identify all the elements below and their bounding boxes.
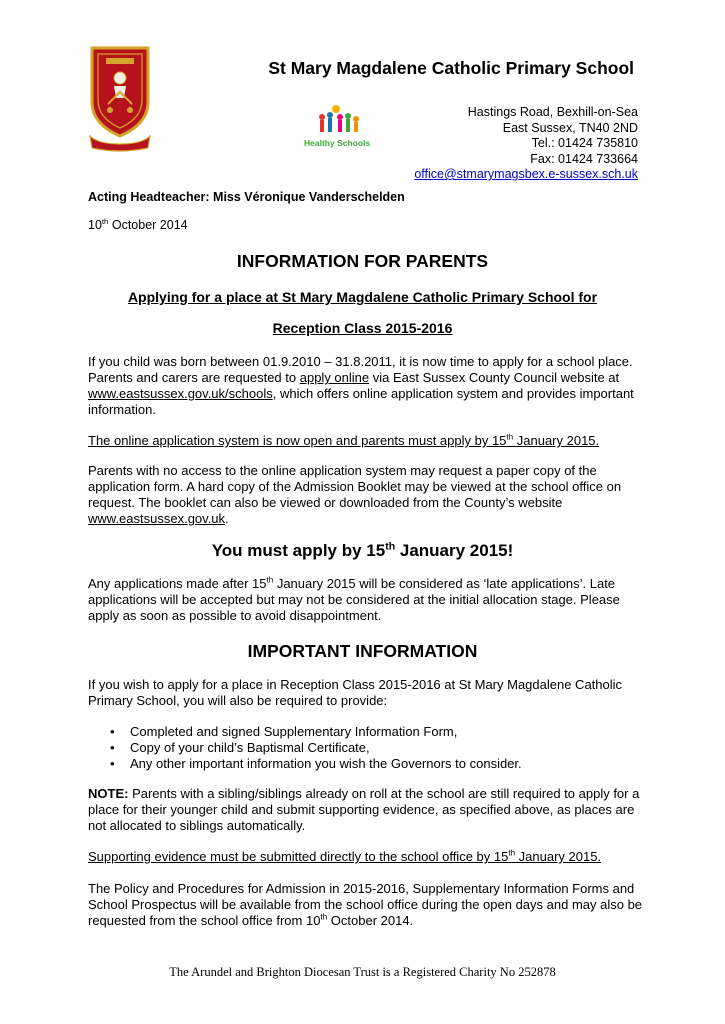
page-title: INFORMATION FOR PARENTS <box>236 251 489 271</box>
eastsussex-schools-link[interactable]: www.eastsussex.gov.uk/schools <box>88 386 273 401</box>
letter-date: 10th October 2014 <box>88 216 188 232</box>
important-heading: IMPORTANT INFORMATION <box>247 641 478 661</box>
online-open-paragraph: The online application system is now open and parents must apply by 15th January 2015. <box>88 432 600 448</box>
footer-charity-note: The Arundel and Brighton Diocesan Trust is a Registered Charity No 252878 <box>169 965 556 979</box>
healthy-schools-text: Healthy Schools <box>304 138 371 148</box>
apply-online-link[interactable]: apply online <box>299 370 370 385</box>
late-applications-paragraph: Any applications made after 15th January 2015 will be considered as ‘late applications’. Late applications will be accepted but may not be considered at the initial allocation stage. Please apply as soon as possible to avoid disappointment. <box>88 575 620 623</box>
phone-line: Tel.: 01424 735810 <box>531 136 638 150</box>
healthy-schools-logo <box>300 103 392 153</box>
policy-paragraph: The Policy and Procedures for Admission in 2015-2016, Supplementary Information Forms and School Prospectus will be available from the school office during the open days and may also be requested from the school office from 10th October 2014. <box>88 881 643 928</box>
headteacher-line: Acting Headteacher: Miss Véronique Vanderschelden <box>88 190 405 204</box>
paper-copy-paragraph: Parents with no access to the online application system may request a paper copy of the application form. A hard copy of the Admission Booklet may be viewed at the school office on request. The booklet can also be viewed or downloaded from the County’s website www.eastsussex.gov.uk. <box>88 463 622 526</box>
school-name: St Mary Magdalene Catholic Primary School <box>268 58 634 78</box>
list-item: • Copy of your child’s Baptismal Certificate, <box>110 740 370 755</box>
list-item: • Completed and signed Supplementary Information Form, <box>110 724 458 739</box>
intro-paragraph: If you child was born between 01.9.2010 – 31.8.2011, it is now time to apply for a school place. Parents and carers are requested to apply online via East Sussex County Council website at www.eastsussex.gov.uk/schools, which offers online application system and provides important information. <box>88 354 634 417</box>
note-paragraph: NOTE: Parents with a sibling/siblings already on roll at the school are still required to apply for a place for their younger child and submit supporting evidence, as specified above, as places are not allocated to siblings automatically. <box>88 786 640 833</box>
email-link[interactable]: office@stmarymagsbex.e-sussex.sch.uk <box>414 167 638 181</box>
address-line: East Sussex, TN40 2ND <box>502 120 638 135</box>
school-crest-logo <box>88 44 152 152</box>
address-line: Hastings Road, Bexhill-on-Sea <box>467 105 638 119</box>
eastsussex-link[interactable]: www.eastsussex.gov.uk <box>88 511 226 526</box>
fax-line: Fax: 01424 733664 <box>530 151 638 166</box>
list-item: • Any other important information you wish the Governors to consider. <box>110 756 522 771</box>
subtitle-line-2: Reception Class 2015-2016 <box>272 320 453 336</box>
deadline-heading: You must apply by 15th January 2015! <box>211 540 514 560</box>
requirements-list <box>88 724 648 772</box>
requirements-paragraph: If you wish to apply for a place in Reception Class 2015-2016 at St Mary Magdalene Catholic Primary School, you will also be required to provide: <box>88 677 623 708</box>
school-address <box>400 105 638 183</box>
supporting-evidence-paragraph: Supporting evidence must be submitted directly to the school office by 15th January 2015. <box>88 848 602 864</box>
subtitle-line-1: Applying for a place at St Mary Magdalene Catholic Primary School for <box>127 289 598 305</box>
